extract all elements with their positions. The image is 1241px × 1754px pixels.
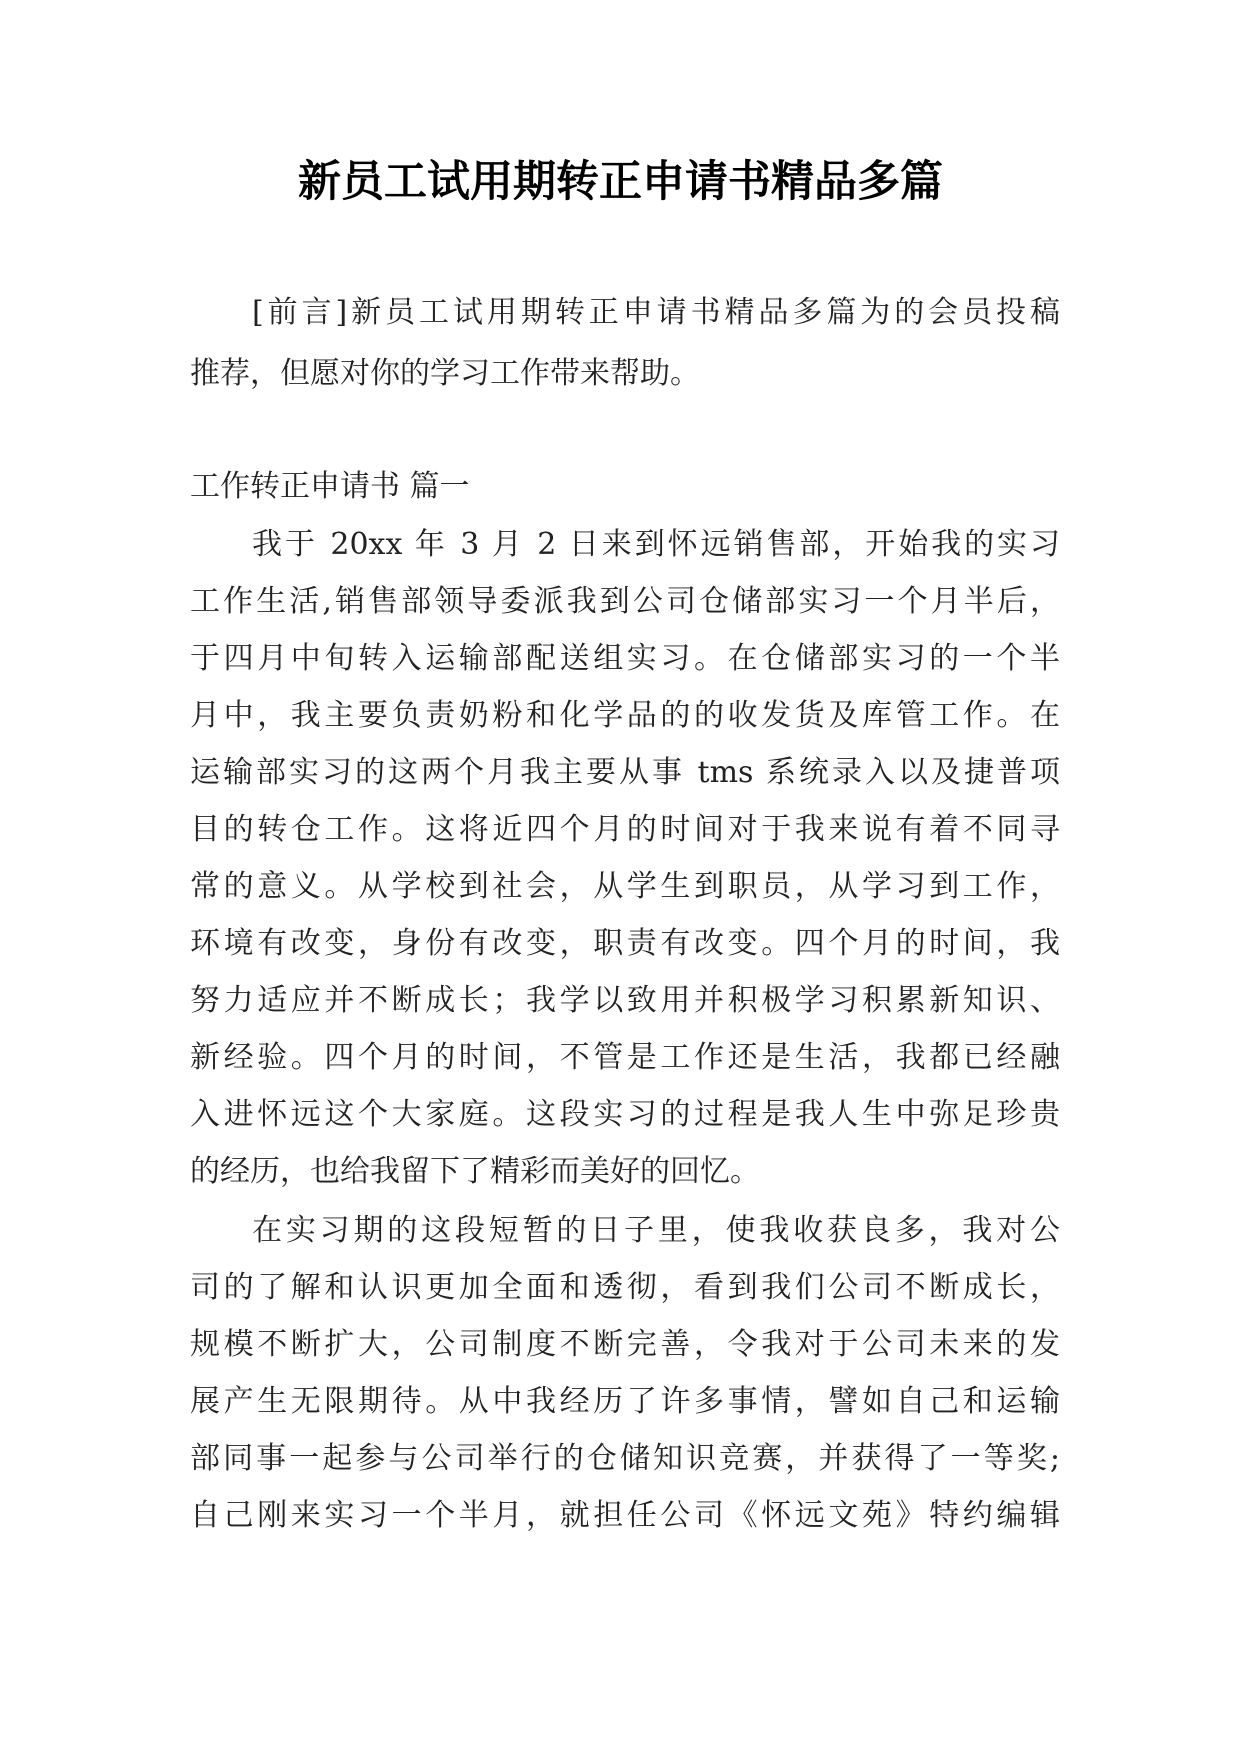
paragraph-line: 于四月中旬转入运输部配送组实习。在仓储部实习的一个半 [190, 641, 1060, 676]
preface-line: [前言]新员工试用期转正申请书精品多篇为的会员投稿 [252, 295, 1060, 330]
paragraph-line: 自己刚来实习一个半月，就担任公司《怀远文苑》特约编辑 [190, 1498, 1060, 1533]
paragraph-line: 在实习期的这段短暂的日子里，使我收获良多，我对公 [252, 1213, 1060, 1248]
document-title: 新员工试用期转正申请书精品多篇 [298, 157, 943, 207]
paragraph-line: 工作生活,销售部领导委派我到公司仓储部实习一个月半后， [190, 584, 1060, 619]
section-heading: 工作转正申请书 篇一 [190, 469, 470, 504]
paragraph-line: 环境有改变，身份有改变，职责有改变。四个月的时间，我 [190, 926, 1060, 961]
paragraph-line: 部同事一起参与公司举行的仓储知识竞赛，并获得了一等奖; [190, 1441, 1060, 1476]
preface-line: 推荐，但愿对你的学习工作带来帮助。 [190, 356, 700, 391]
paragraph-line: 新经验。四个月的时间，不管是工作还是生活，我都已经融 [190, 1040, 1060, 1075]
paragraph-line: 规模不断扩大，公司制度不断完善，令我对于公司未来的发 [190, 1327, 1060, 1362]
paragraph-line: 我于 20xx 年 3 月 2 日来到怀远销售部，开始我的实习 [252, 527, 1060, 562]
paragraph-line: 运输部实习的这两个月我主要从事 tms 系统录入以及捷普项 [190, 755, 1060, 790]
paragraph-line: 司的了解和认识更加全面和透彻，看到我们公司不断成长， [190, 1270, 1060, 1305]
paragraph-line: 入进怀远这个大家庭。这段实习的过程是我人生中弥足珍贵 [190, 1097, 1060, 1132]
paragraph-line: 目的转仓工作。这将近四个月的时间对于我来说有着不同寻 [190, 812, 1060, 847]
paragraph-line: 常的意义。从学校到社会，从学生到职员，从学习到工作， [190, 869, 1060, 904]
paragraph-line: 努力适应并不断成长；我学以致用并积极学习积累新知识、 [190, 983, 1060, 1018]
paragraph-line: 的经历，也给我留下了精彩而美好的回忆。 [190, 1154, 760, 1189]
paragraph-line: 展产生无限期待。从中我经历了许多事情，譬如自己和运输 [190, 1384, 1060, 1419]
paragraph-line: 月中，我主要负责奶粉和化学品的的收发货及库管工作。在 [190, 698, 1060, 733]
